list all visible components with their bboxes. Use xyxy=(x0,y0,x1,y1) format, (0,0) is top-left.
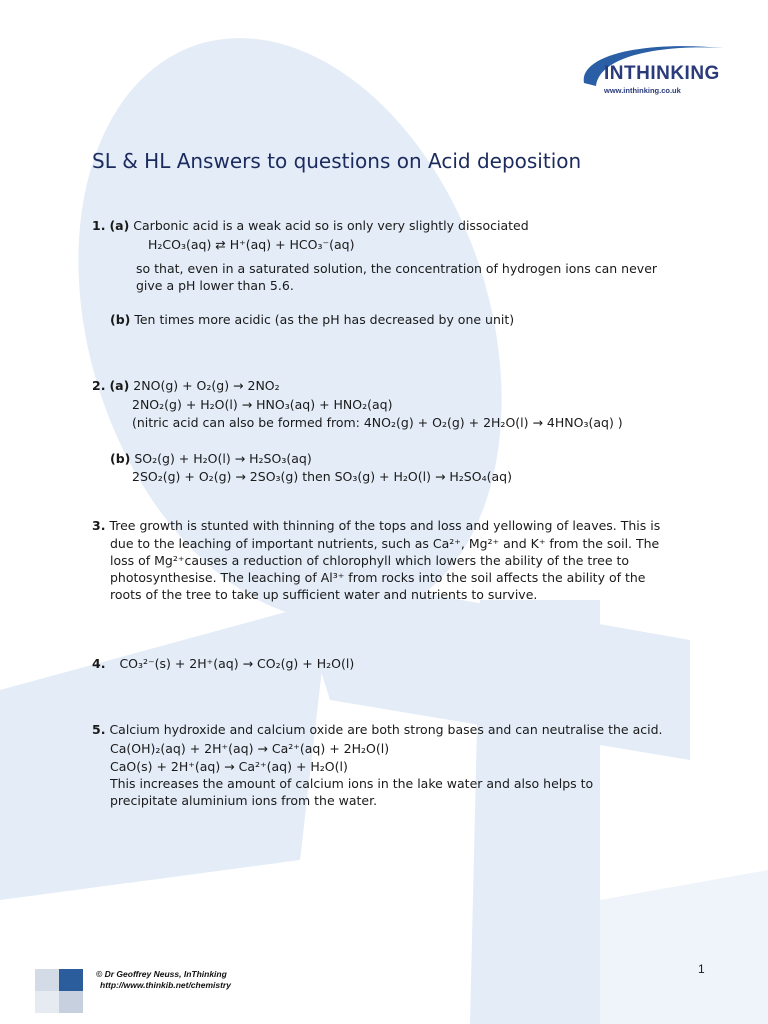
footer-url[interactable]: http://www.thinkib.net/chemistry xyxy=(100,980,231,990)
q1-a-text: Carbonic acid is a weak acid so is only very slightly dissociated xyxy=(133,218,529,233)
q2-a-equation-1: 2NO(g) + O₂(g) → 2NO₂ xyxy=(133,378,280,393)
q3-line-3: loss of Mg²⁺causes a reduction of chlorophyll which lowers the ability of the tree to xyxy=(110,553,630,568)
q4-number: 4. xyxy=(92,656,106,671)
q3-line-5: roots of the tree to take up sufficient water and nutrients to survive. xyxy=(110,587,538,602)
q2-a-label: (a) xyxy=(109,378,130,393)
q3-line-4: photosynthesise. The leaching of Al³⁺ from rocks into the soil affects the ability of the xyxy=(110,570,646,585)
q5-equation-1: Ca(OH)₂(aq) + 2H⁺(aq) → Ca²⁺(aq) + 2H₂O(l) xyxy=(110,741,390,756)
q5-number: 5. xyxy=(92,722,106,737)
footer-square-dark xyxy=(59,969,83,991)
q1-a-continuation-2: give a pH lower than 5.6. xyxy=(136,278,294,293)
footer-square-light-1 xyxy=(35,969,59,991)
q1-number: 1. xyxy=(92,218,106,233)
logo-url: www.inthinking.co.uk xyxy=(604,86,681,95)
page-number: 1 xyxy=(698,962,705,976)
q5-equation-2: CaO(s) + 2H⁺(aq) → Ca²⁺(aq) + H₂O(l) xyxy=(110,759,348,774)
q2-b-equation-2: 2SO₂(g) + O₂(g) → 2SO₃(g) then SO₃(g) + H₂O(l) → H₂SO₄(aq) xyxy=(132,469,512,484)
q5-line-3: precipitate aluminium ions from the water. xyxy=(110,793,378,808)
q2-b-equation-1: SO₂(g) + H₂O(l) → H₂SO₃(aq) xyxy=(134,451,312,466)
footer-square-light-3 xyxy=(59,991,83,1013)
q2-number: 2. xyxy=(92,378,106,393)
q4-equation: CO₃²⁻(s) + 2H⁺(aq) → CO₂(g) + H₂O(l) xyxy=(119,656,355,671)
q2-line-b xyxy=(110,451,312,466)
logo-text: INTHINKING xyxy=(604,63,720,84)
q3-line-2: due to the leaching of important nutrients, such as Ca²⁺, Mg²⁺ and K⁺ from the soil. The xyxy=(110,536,660,551)
q1-line-a xyxy=(92,218,529,233)
q5-line-1 xyxy=(92,722,663,737)
q1-b-text: Ten times more acidic (as the pH has decreased by one unit) xyxy=(134,312,515,327)
q2-b-label: (b) xyxy=(110,451,131,466)
q1-a-continuation-1: so that, even in a saturated solution, the concentration of hydrogen ions can never xyxy=(136,261,658,276)
q4-line xyxy=(92,656,354,671)
q1-a-equation: H₂CO₃(aq) ⇄ H⁺(aq) + HCO₃⁻(aq) xyxy=(148,237,355,252)
footer-square-light-2 xyxy=(35,991,59,1013)
q2-line-a xyxy=(92,378,280,393)
page-title: SL & HL Answers to questions on Acid deposition xyxy=(92,149,582,173)
q1-a-label: (a) xyxy=(109,218,130,233)
q5-text-1: Calcium hydroxide and calcium oxide are both strong bases and can neutralise the acid. xyxy=(109,722,663,737)
q1-b-label: (b) xyxy=(110,312,131,327)
q3-text-1: Tree growth is stunted with thinning of the tops and loss and yellowing of leaves. This is xyxy=(109,518,661,533)
footer-author: © Dr Geoffrey Neuss, InThinking xyxy=(96,969,227,979)
q3-line-1 xyxy=(92,518,660,533)
q3-number: 3. xyxy=(92,518,106,533)
q2-a-equation-2: 2NO₂(g) + H₂O(l) → HNO₃(aq) + HNO₂(aq) xyxy=(132,397,393,412)
q5-line-2: This increases the amount of calcium ions in the lake water and also helps to xyxy=(110,776,594,791)
q2-a-note: (nitric acid can also be formed from: 4NO₂(g) + O₂(g) + 2H₂O(l) → 4HNO₃(aq) ) xyxy=(132,415,623,430)
q1-line-b xyxy=(110,312,514,327)
